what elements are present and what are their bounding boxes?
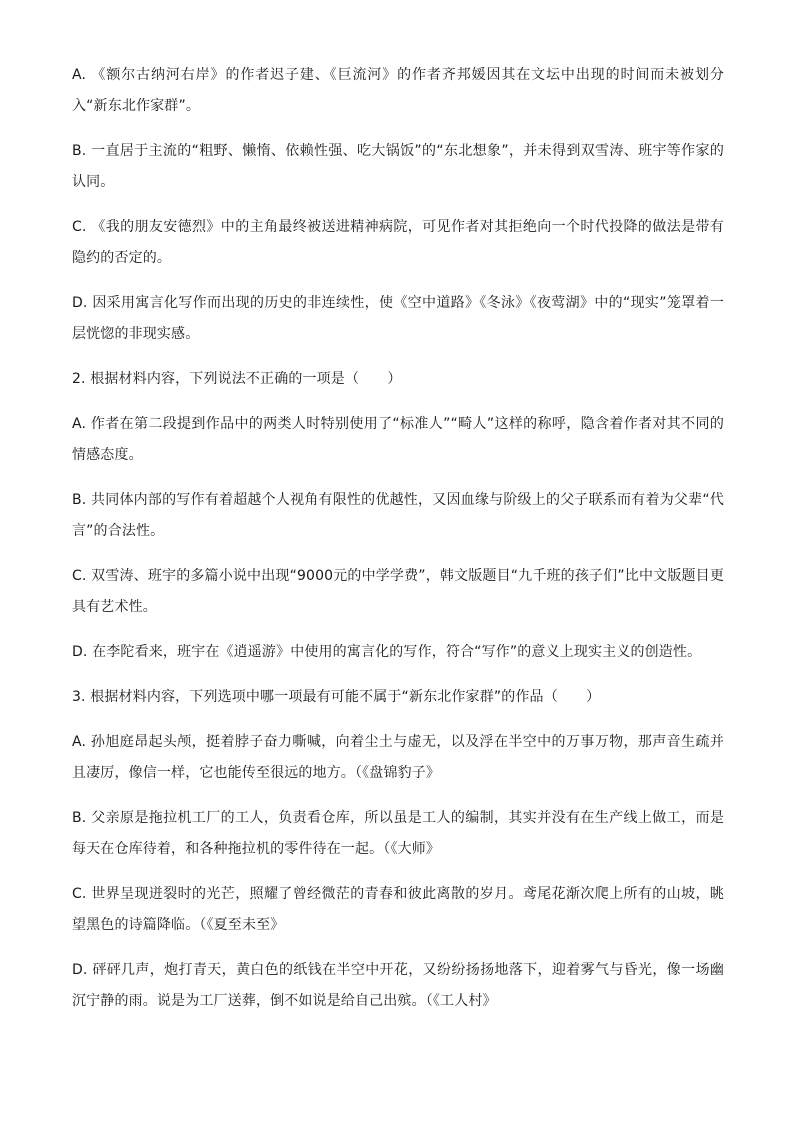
option-d-q1: D. 因采用寓言化写作而出现的历史的非连续性，使《空中道路》《冬泳》《夜莺湖》中的“现实”笼罩着一层恍惚的非现实感。 [72,295,724,342]
question-3-stem: 3. 根据材料内容，下列选项中哪一项最有可能不属于“新东北作家群”的作品（ ） [72,689,601,705]
option-d-q2: D. 在李陀看来，班宇在《逍遥游》中使用的寓言化的写作，符合“写作”的意义上现实主义的创造性。 [72,644,702,660]
option-b-q3: B. 父亲原是拖拉机工厂的工人，负责看仓库，所以虽是工人的编制，其实并没有在生产线上做工，而是每天在仓库待着，和各种拖拉机的零件待在一起。（《大师》 [72,810,724,857]
question-2-stem: 2. 根据材料内容，下列说法不正确的一项是（ ） [72,371,402,387]
option-a-q2: A. 作者在第二段提到作品中的两类人时特别使用了“标准人”“畸人”这样的称呼，隐含着作者对其不同的情感态度。 [72,416,724,463]
document-page [72,60,724,1031]
option-c-q3: C. 世界呈现迸裂时的光芒，照耀了曾经微茫的青春和彼此离散的岁月。鸢尾花渐次爬上所有的山坡，眺望黑色的诗篇降临。（《夏至未至》 [72,886,724,933]
option-b-q2: B. 共同体内部的写作有着超越个人视角有限性的优越性，又因血缘与阶级上的父子联系而有着为父辈“代言”的合法性。 [72,492,724,539]
option-b-q1: B. 一直居于主流的“粗野、懒惰、依赖性强、吃大锅饭”的“东北想象”，并未得到双雪涛、班宇等作家的认同。 [72,143,724,190]
option-c-q1: C. 《我的朋友安德烈》中的主角最终被送进精神病院，可见作者对其拒绝向一个时代投降的做法是带有隐约的否定的。 [72,219,724,266]
option-d-q3: D. 砰砰几声，炮打青天，黄白色的纸钱在半空中开花，又纷纷扬扬地落下，迎着雾气与昏光，像一场幽沉宁静的雨。说是为工厂送葬，倒不如说是给自己出殡。（《工人村》 [72,962,724,1009]
option-c-q2: C. 双雪涛、班宇的多篇小说中出现“9000元的中学学费”，韩文版题目“九千班的孩子们”比中文版题目更具有艺术性。 [72,568,724,615]
option-a-q1: A. 《额尔古纳河右岸》的作者迟子建、《巨流河》的作者齐邦媛因其在文坛中出现的时间而未被划分入“新东北作家群”。 [72,67,724,114]
option-a-q3: A. 孙旭庭昂起头颅，挺着脖子奋力嘶喊，向着尘土与虚无，以及浮在半空中的万事万物，那声音生疏并且凄厉，像信一样，它也能传至很远的地方。（《盘锦豹子》 [72,734,724,781]
